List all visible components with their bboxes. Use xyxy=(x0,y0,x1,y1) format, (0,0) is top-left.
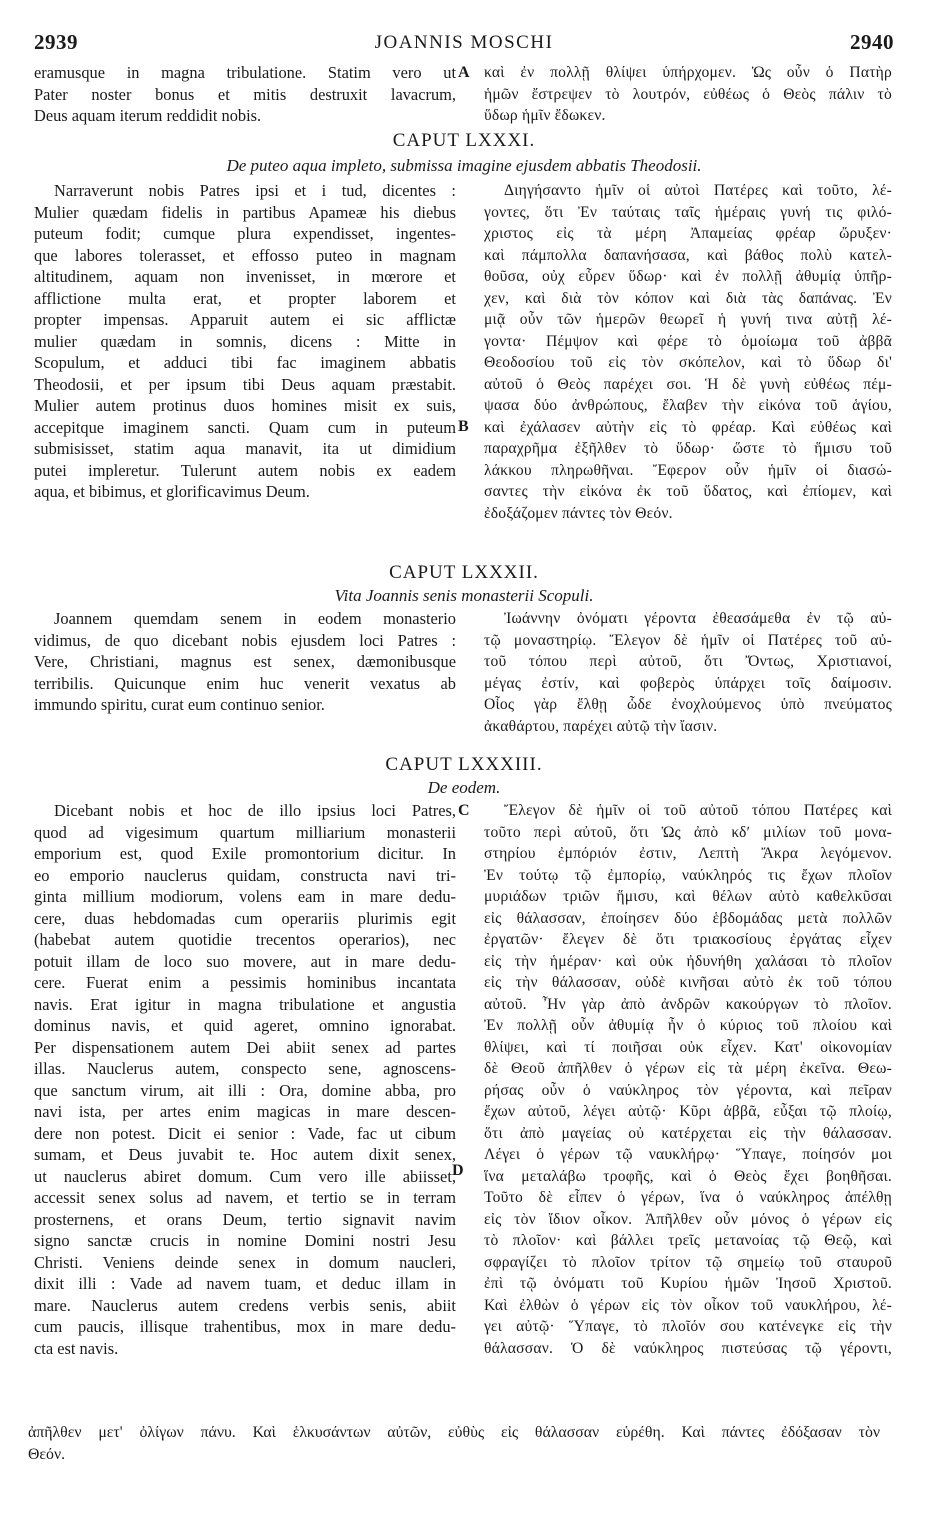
greek-line: ψασα δύο ἀνθρώπους, ἔλαβεν τὴν εἰκόνα τοῦ ἁγίου, xyxy=(484,397,892,414)
running-title: JOANNIS MOSCHI xyxy=(374,32,554,53)
greek-line: ἀπῆλθεν μετ' ὀλίγων πάνυ. Καὶ ἑλκυσάντων αὐτῶν, εὐθὺς εἰς θάλασσαν εὑρέθη. Καὶ πάντες ἐδόξασαν τὸν xyxy=(28,1424,880,1441)
greek-column-chapter-82 xyxy=(484,608,892,737)
greek-line: εἰς τὸν ἴδιον οἶκον. Ἀπῆλθεν οὖν μόνος ὁ γέρων εἰς xyxy=(484,1210,892,1228)
chapter-81-heading: CAPUT LXXXI. xyxy=(392,130,536,151)
greek-line: τοῦτο περὶ αὐτοῦ, ὅτι Ὡς ἀπὸ κδʹ μιλίων τοῦ μονα- xyxy=(484,823,892,841)
greek-line: Ἐν πολλῇ οὖν ἀθυμίᾳ ἦν ὁ κύριος τοῦ πλοίου καὶ xyxy=(484,1017,892,1034)
greek-line: χεν, καὶ διὰ τὸν κόπον καὶ διὰ τὰς δαπάνας. Ἐν xyxy=(484,289,892,307)
latin-line: navi ista, per artes enim magicas in mare descen- xyxy=(34,1102,456,1121)
latin-line: quod ad vigesimum quartum milliarium monasterii xyxy=(34,822,456,842)
latin-line: que sanctum virum, ait illi : Ora, domine abba, pro xyxy=(34,1080,456,1100)
greek-line: γοντες, ὅτι Ἐν ταύταις ταῖς ἡμέραις γυνή τις φιλό- xyxy=(484,203,892,221)
latin-line: Mulier quædam fidelis in partibus Apameæ his diebus xyxy=(34,202,456,222)
latin-line: emporium est, quod Exile promontorium dicitur. In xyxy=(34,844,456,863)
greek-line: θοῦσα, οὐχ εὗρεν ὕδωρ· καὶ ἐν πολλῇ ἀθυμίᾳ ὑπῆρ- xyxy=(484,268,892,285)
latin-line: mare. Nauclerus autem credens verbis senis, abiit xyxy=(34,1295,456,1315)
latin-line: potuit illam de loco suo movere, aut in mare dedu- xyxy=(34,951,456,971)
greek-line: ἀκαθάρτου, παρέχει αὐτῷ τὴν ἴασιν. xyxy=(484,717,718,735)
greek-line: μιᾷ οὖν τῶν ἡμερῶν θεωρεῖ ἡ γυνή τινα αὐτῇ λέ- xyxy=(484,311,892,328)
greek-line: δὲ Θεοῦ ἀπῆλθεν ὁ γέρων εἰς τὰ μέρη ἐκεῖνα. Θεω- xyxy=(484,1060,892,1077)
latin-line: cta est navis. xyxy=(34,1338,119,1358)
latin-column-section-a xyxy=(34,62,456,127)
greek-line: Θεόν. xyxy=(28,1445,66,1463)
latin-line: Joannem quemdam senem in eodem monasterio xyxy=(54,609,456,628)
greek-line: γει αὐτῷ· Ὕπαγε, τὸ πλοῖόν σου κατένεγκε εἰς τὴν xyxy=(484,1318,892,1335)
greek-line: Ἔλεγον δὲ ἡμῖν οἱ τοῦ αὐτοῦ τόπου Πατέρες καὶ xyxy=(504,802,892,819)
greek-line: καὶ ἐχάλασεν αὐτὴν εἰς τὸ φρέαρ. Καὶ εὐθέως καὶ xyxy=(484,418,892,436)
greek-line: ὕδωρ ἡμῖν ἔδωκεν. xyxy=(484,107,606,124)
greek-line: Καὶ ἐλθὼν ὁ γέρων εἰς τὸν οἶκον τοῦ ναυκλήρου, λέ- xyxy=(484,1296,892,1314)
latin-line: terribilis. Quicunque enim huc venerit vexatus ab xyxy=(34,673,456,693)
greek-column-section-a xyxy=(484,62,892,127)
latin-line: eramusque in magna tribulatione. Statim vero ut xyxy=(34,63,456,82)
latin-line: cere. Fuerat enim a pessimis hominibus incantata xyxy=(34,973,456,992)
chapter-83-heading: CAPUT LXXXIII. xyxy=(385,754,543,775)
greek-line: καὶ πάμπολλα δαπανήσασα, καὶ βάθος πολὺ κατελ- xyxy=(484,246,892,264)
latin-column-chapter-82 xyxy=(34,608,456,716)
greek-line: σαντες τὴν εἰκόνα ἐκ τοῦ ὕδατος, καὶ ἐπίομεν, καὶ xyxy=(484,483,892,500)
latin-line: prosternens, et orans Deum, tertio signavit navim xyxy=(34,1209,456,1229)
greek-line: τοῦ τόπου περὶ αὐτοῦ, ὅτι Ὄντως, Χριστιανοί, xyxy=(484,653,892,670)
latin-line: (habebat autem quotidie trecentos operarios), nec xyxy=(34,930,456,949)
greek-line: σφραγίζει τὸ πλοῖον τρίτον τῷ σημείῳ τοῦ σταυροῦ xyxy=(484,1253,892,1271)
latin-line: accepitque imaginem sancti. Quam cum in puteum xyxy=(34,417,456,437)
greek-line: ὅτι ἀπὸ μαγείας οὐ κατέρχεται εἰς τὴν θάλασσαν. xyxy=(484,1124,892,1142)
latin-line: dere non potest. Dicit ei senior : Vade, fac ut cibum xyxy=(34,1123,456,1143)
greek-column-chapter-83 xyxy=(484,800,892,1359)
latin-line: aqua, et bibimus, et glorificavimus Deum. xyxy=(34,482,310,501)
chapter-82-subtitle: Vita Joannis senis monasterii Scopuli. xyxy=(334,586,594,605)
latin-line: vidimus, de quo dicebant nobis ejusdem loci Patres : xyxy=(34,630,456,650)
latin-line: signo sanctæ crucis in nomine Domini nostri Jesu xyxy=(34,1231,456,1250)
latin-line: immundo spiritu, curat eum continuo senior. xyxy=(34,695,325,714)
running-head xyxy=(34,30,894,56)
greek-line: εἰς θάλασσαν, ἐποίησεν δύο ἑβδομάδας μετὰ πολλῶν xyxy=(484,909,892,927)
greek-line: ἵνα μεταλάβω τροφῆς, καὶ ὁ Θεὸς ἔχει βοηθῆσαι. xyxy=(484,1167,892,1185)
latin-line: afflictione multa erat, et propter laborem et xyxy=(34,288,456,308)
greek-line: θάλασσαν. Ὁ δὲ ναύκληρος πιστεύσας τῷ γέροντι, xyxy=(484,1339,892,1357)
greek-line: ἐπὶ τῷ ὀνόματι τοῦ Κυρίου ἡμῶν Ἰησοῦ Χριστοῦ. xyxy=(484,1275,892,1292)
latin-line: propter impensas. Apparuit autem ei sic afflictæ xyxy=(34,310,456,329)
latin-line: que labores tolerasset, et effosso puteo in magnam xyxy=(34,245,456,265)
latin-line: illas. Nauclerus autem, conspecto sene, agnoscens- xyxy=(34,1059,456,1078)
chapter-81-subtitle: De puteo aqua impleto, submissa imagine ejusdem abbatis Theodosii. xyxy=(226,156,702,175)
greek-line: θλίψει, καὶ τί ποιῆσαι οὐκ εἶχεν. Κατ' οἰκονομίαν xyxy=(484,1038,892,1056)
greek-line: Λέγει ὁ γέρων τῷ ναυκλήρῳ· Ὕπαγε, ποίησόν μοι xyxy=(484,1146,892,1163)
greek-line: ἐδοξάζομεν πάντες τὸν Θεόν. xyxy=(484,504,673,522)
latin-line: Deus aquam iterum reddidit nobis. xyxy=(34,106,262,125)
greek-line: παραχρῆμα ἐξῆλθεν τὸ ὕδωρ· ὥστε τὸ ἥμισυ τοῦ xyxy=(484,440,892,457)
greek-line: εἰς τὴν ἡμέραν· καὶ οὐκ ἠδυνήθη χαλάσαι τὸ πλοῖον xyxy=(484,952,892,970)
greek-line: Οἷος γὰρ ἔλθῃ ὧδε ἐνοχλούμενος ὑπὸ πνεύματος xyxy=(484,696,892,713)
latin-line: altitudinem, aquam non invenisset, in mœrore et xyxy=(34,267,456,286)
latin-line: Christi. Veniens deinde senex in domum naucleri, xyxy=(34,1252,456,1272)
latin-line: Narraverunt nobis Patres ipsi et i tud, dicentes : xyxy=(54,181,456,200)
greek-line: αὐτοῦ. Ἦν γὰρ ἀπὸ ἀνδρῶν κακούργων τὸ πλοῖον. xyxy=(484,995,892,1013)
latin-line: sumam, et Deus juvabit te. Hoc autem dixit senex, xyxy=(34,1145,456,1164)
greek-line: τὸ πλοῖον· καὶ βάλλει τρεῖς μετανοίας τῷ Θεῷ, καὶ xyxy=(484,1232,892,1249)
latin-line: navis. Erat igitur in magna tribulatione et angustia xyxy=(34,994,456,1014)
latin-column-chapter-83 xyxy=(34,800,456,1359)
page-number-right: 2940 xyxy=(850,30,894,54)
margin-marker-c: C xyxy=(458,802,470,819)
greek-line: γοντα· Πέμψον καὶ φέρε τὸ ὁμοίωμα τοῦ ἀββᾶ xyxy=(484,332,892,350)
margin-marker-a: A xyxy=(458,64,470,81)
latin-line: ginta millium modiorum, volens eam in mare dedu- xyxy=(34,887,456,906)
latin-line: mulier quædam in somnis, dicens : Mitte in xyxy=(34,331,456,351)
chapter-82-heading: CAPUT LXXXII. xyxy=(389,562,539,583)
greek-line: στηρίου ἐμπόριόν ἐστιν, Λεπτὴ Ἄκρα λεγόμενον. xyxy=(484,845,892,862)
latin-line: accessit senex solus ad navem, et tertio se in terram xyxy=(34,1188,456,1207)
latin-line: puteum fodit; cumque plura expendisset, ingentes- xyxy=(34,224,456,243)
latin-line: eo emporio nauclerus quidam, constructa navi tri- xyxy=(34,865,456,885)
latin-line: putei impleretur. Tulerunt autem nobis ex eadem xyxy=(34,460,456,480)
greek-line: τῷ μοναστηρίῳ. Ἔλεγον δὲ ἡμῖν οἱ Πατέρες τοῦ αὐ- xyxy=(484,631,892,649)
latin-column-chapter-81 xyxy=(34,180,456,503)
greek-column-chapter-81 xyxy=(484,180,892,524)
latin-line: dominus navis, et quid ageret, omnino ignorabat. xyxy=(34,1016,456,1035)
latin-line: cere, duas hebdomadas cum operariis plurimis egit xyxy=(34,908,456,928)
latin-line: Mulier autem protinus duos homines misit ex suis, xyxy=(34,396,456,415)
margin-marker-d: D xyxy=(452,1162,464,1179)
latin-line: Pater noster bonus et mitis destruxit lavacrum, xyxy=(34,84,456,104)
latin-line: Vere, Christiani, magnus est senex, dæmonibusque xyxy=(34,652,456,671)
greek-line: Θεοδοσίου τοῦ εἰς τὸν σκόπελον, καὶ τὸ ὕδωρ δι' xyxy=(484,354,892,371)
greek-line: Ἐν τούτῳ τῷ ἐμπορίῳ, ναύκληρός τις ἔχων πλοῖον xyxy=(484,866,892,884)
greek-line: μυριάδων τριῶν ἥμισυ, καὶ θέλων αὐτὸ καθελκῦσαι xyxy=(484,888,892,905)
latin-line: Dicebant nobis et hoc de illo ipsius loci Patres, xyxy=(54,801,456,820)
latin-line: Per dispensationem autem Dei abiit senex ad partes xyxy=(34,1037,456,1057)
latin-line: cum paucis, illisque trahentibus, mox in mare dedu- xyxy=(34,1317,456,1336)
greek-line: Τοῦτο δὲ εἶπεν ὁ γέρων, ἵνα ὁ ναύκληρος ἀπέλθῃ xyxy=(484,1189,892,1206)
greek-line: Διηγήσαντο ἡμῖν οἱ αὐτοὶ Πατέρες καὶ τοῦτο, λέ- xyxy=(504,182,892,199)
greek-line: ρήσας οὖν ὁ ναύκληρος τὸν γέροντα, καὶ πεῖραν xyxy=(484,1081,892,1099)
latin-line: Theodosii, et per ipsum tibi Deus aquam præstabit. xyxy=(34,374,456,394)
latin-line: ut nauclerus abiret domum. Cum vero ille abiisset, xyxy=(34,1166,456,1186)
margin-marker-b: B xyxy=(458,418,469,435)
greek-line: καὶ ἐν πολλῇ θλίψει ὑπήρχομεν. Ὡς οὖν ὁ Πατὴρ xyxy=(484,64,892,81)
greek-line: λάκκου πληρωθῆναι. Ἔφερον οὖν ἡμῖν οἱ διασώ- xyxy=(484,461,892,479)
greek-line: χριστος εἰς τὰ μέρη Ἀπαμείας φρέαρ ὤρυξεν· xyxy=(484,225,892,242)
latin-line: Scopulum, et adduci tibi fac imaginem abbatis xyxy=(34,353,456,372)
greek-line: ἐργατῶν· ἔλεγεν δὲ ὅτι τριακοσίους ἐργάτας εἶχεν xyxy=(484,931,892,948)
latin-line: submisisset, statim aqua manavit, ita ut dimidium xyxy=(34,439,456,458)
greek-line: εἰς τὴν θάλασσαν, οὐδὲ κινῆσαι αὐτὸ ἐκ τοῦ τόπου xyxy=(484,974,892,991)
greek-line: αὐτοῦ ὁ Θεὸς παρέχει σοι. Ἡ δὲ γυνὴ εὐθέως πέμ- xyxy=(484,375,892,393)
chapter-83-subtitle: De eodem. xyxy=(427,778,501,797)
greek-line: ἡμῶν ἔστρεψεν τὸ λουτρόν, εὐθέως ὁ Θεὸς πάλιν τὸ xyxy=(484,85,892,103)
greek-line: Ἰωάννην ὀνόματι γέροντα ἐθεασάμεθα ἐν τῷ αὐ- xyxy=(504,610,892,627)
full-width-greek-ending xyxy=(28,1422,880,1465)
greek-line: μέγας ἐστίν, καὶ φοβερὸς ὑπάρχει τοῖς δαίμοσιν. xyxy=(484,674,892,692)
greek-line: ἔχων αὐτοῦ, λέγει αὐτῷ· Κῦρι ἀββᾶ, εὖξαι τῷ πλοίῳ, xyxy=(484,1103,892,1120)
latin-line: dixit illi : Vade ad navem tuam, et deduc illam in xyxy=(34,1274,456,1293)
page-number-left: 2939 xyxy=(34,30,78,54)
